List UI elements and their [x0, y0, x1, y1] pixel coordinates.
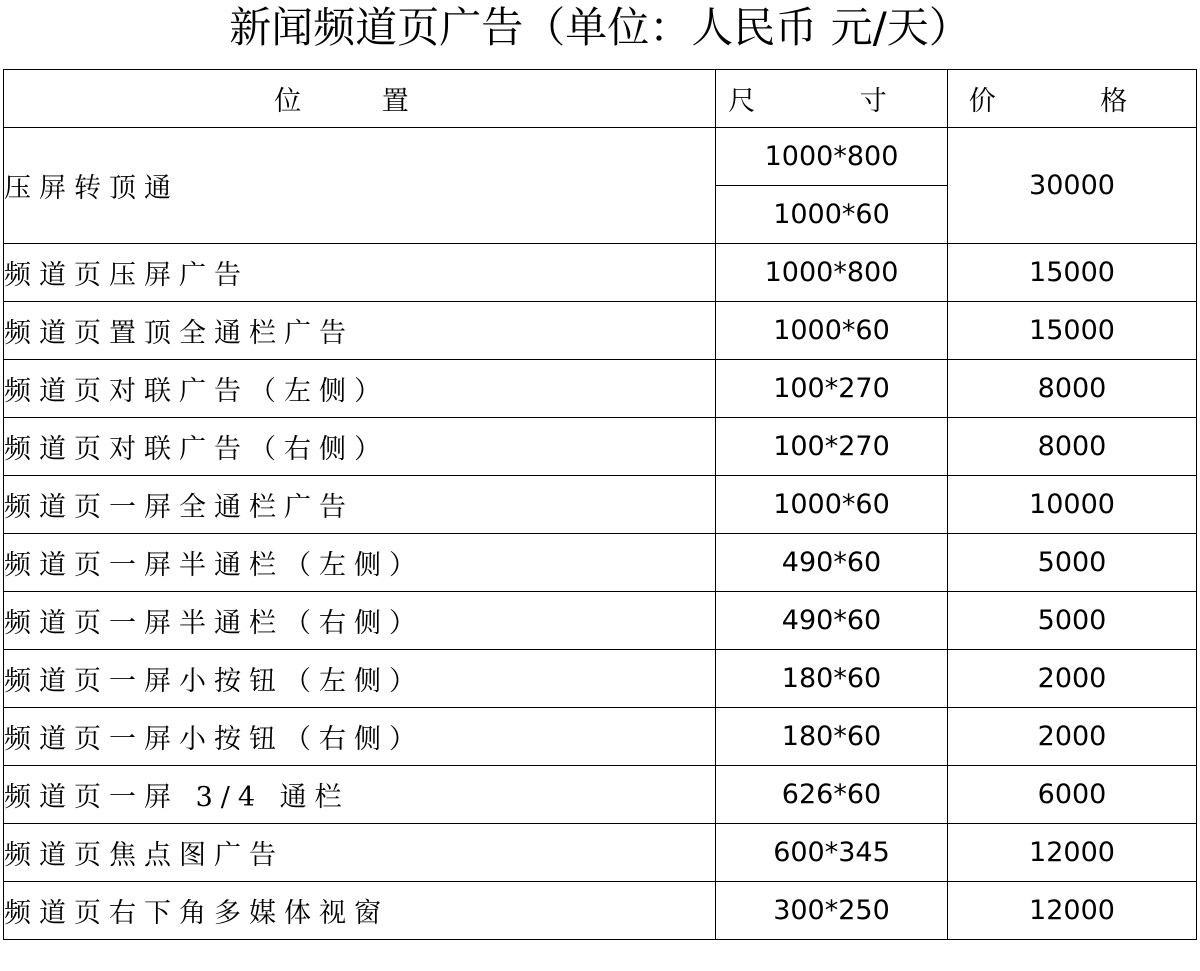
table-row	[4, 360, 1197, 418]
table-row	[4, 708, 1197, 766]
cell-price: 2000	[948, 650, 1197, 708]
table-row	[4, 766, 1197, 824]
cell-size: 180*60	[716, 650, 948, 708]
table-row	[4, 418, 1197, 476]
cell-position: 频道页对联广告（左侧）	[4, 360, 716, 418]
cell-size: 490*60	[716, 592, 948, 650]
cell-price: 8000	[948, 360, 1197, 418]
table-row	[4, 824, 1197, 882]
table-row	[4, 128, 1197, 186]
cell-price: 5000	[948, 592, 1197, 650]
cell-position: 频道页一屏 3/4 通栏	[4, 766, 716, 824]
cell-position: 压屏转顶通	[4, 128, 716, 244]
cell-size: 1000*60	[716, 476, 948, 534]
table-row	[4, 650, 1197, 708]
ad-price-table	[3, 69, 1197, 940]
header-price: 价 格	[948, 70, 1197, 128]
cell-position: 频道页一屏小按钮（左侧）	[4, 650, 716, 708]
cell-size: 300*250	[716, 882, 948, 940]
cell-size: 1000*800	[716, 128, 948, 186]
cell-size: 1000*60	[716, 186, 948, 244]
table-row	[4, 882, 1197, 940]
cell-size: 600*345	[716, 824, 948, 882]
cell-position: 频道页一屏小按钮（右侧）	[4, 708, 716, 766]
cell-size: 1000*60	[716, 302, 948, 360]
table-header-row	[4, 70, 1197, 128]
table-row	[4, 592, 1197, 650]
cell-position: 频道页焦点图广告	[4, 824, 716, 882]
cell-price: 30000	[948, 128, 1197, 244]
cell-price: 8000	[948, 418, 1197, 476]
cell-price: 12000	[948, 882, 1197, 940]
table-row	[4, 302, 1197, 360]
cell-price: 6000	[948, 766, 1197, 824]
cell-position: 频道页一屏半通栏（左侧）	[4, 534, 716, 592]
page-title: 新闻频道页广告（单位：人民币 元/天）	[229, 3, 971, 52]
cell-position: 频道页对联广告（右侧）	[4, 418, 716, 476]
cell-position: 频道页压屏广告	[4, 244, 716, 302]
cell-price: 15000	[948, 244, 1197, 302]
cell-price: 2000	[948, 708, 1197, 766]
cell-size: 100*270	[716, 360, 948, 418]
cell-price: 10000	[948, 476, 1197, 534]
cell-size: 100*270	[716, 418, 948, 476]
header-size: 尺 寸	[716, 70, 948, 128]
cell-position: 频道页置顶全通栏广告	[4, 302, 716, 360]
cell-size: 626*60	[716, 766, 948, 824]
table-row	[4, 244, 1197, 302]
cell-position: 频道页一屏全通栏广告	[4, 476, 716, 534]
cell-price: 5000	[948, 534, 1197, 592]
table-row	[4, 534, 1197, 592]
cell-position: 频道页右下角多媒体视窗	[4, 882, 716, 940]
table-row	[4, 476, 1197, 534]
cell-price: 15000	[948, 302, 1197, 360]
cell-price: 12000	[948, 824, 1197, 882]
header-position: 位 置	[4, 70, 716, 128]
cell-size: 490*60	[716, 534, 948, 592]
cell-position: 频道页一屏半通栏（右侧）	[4, 592, 716, 650]
cell-size: 180*60	[716, 708, 948, 766]
cell-size: 1000*800	[716, 244, 948, 302]
